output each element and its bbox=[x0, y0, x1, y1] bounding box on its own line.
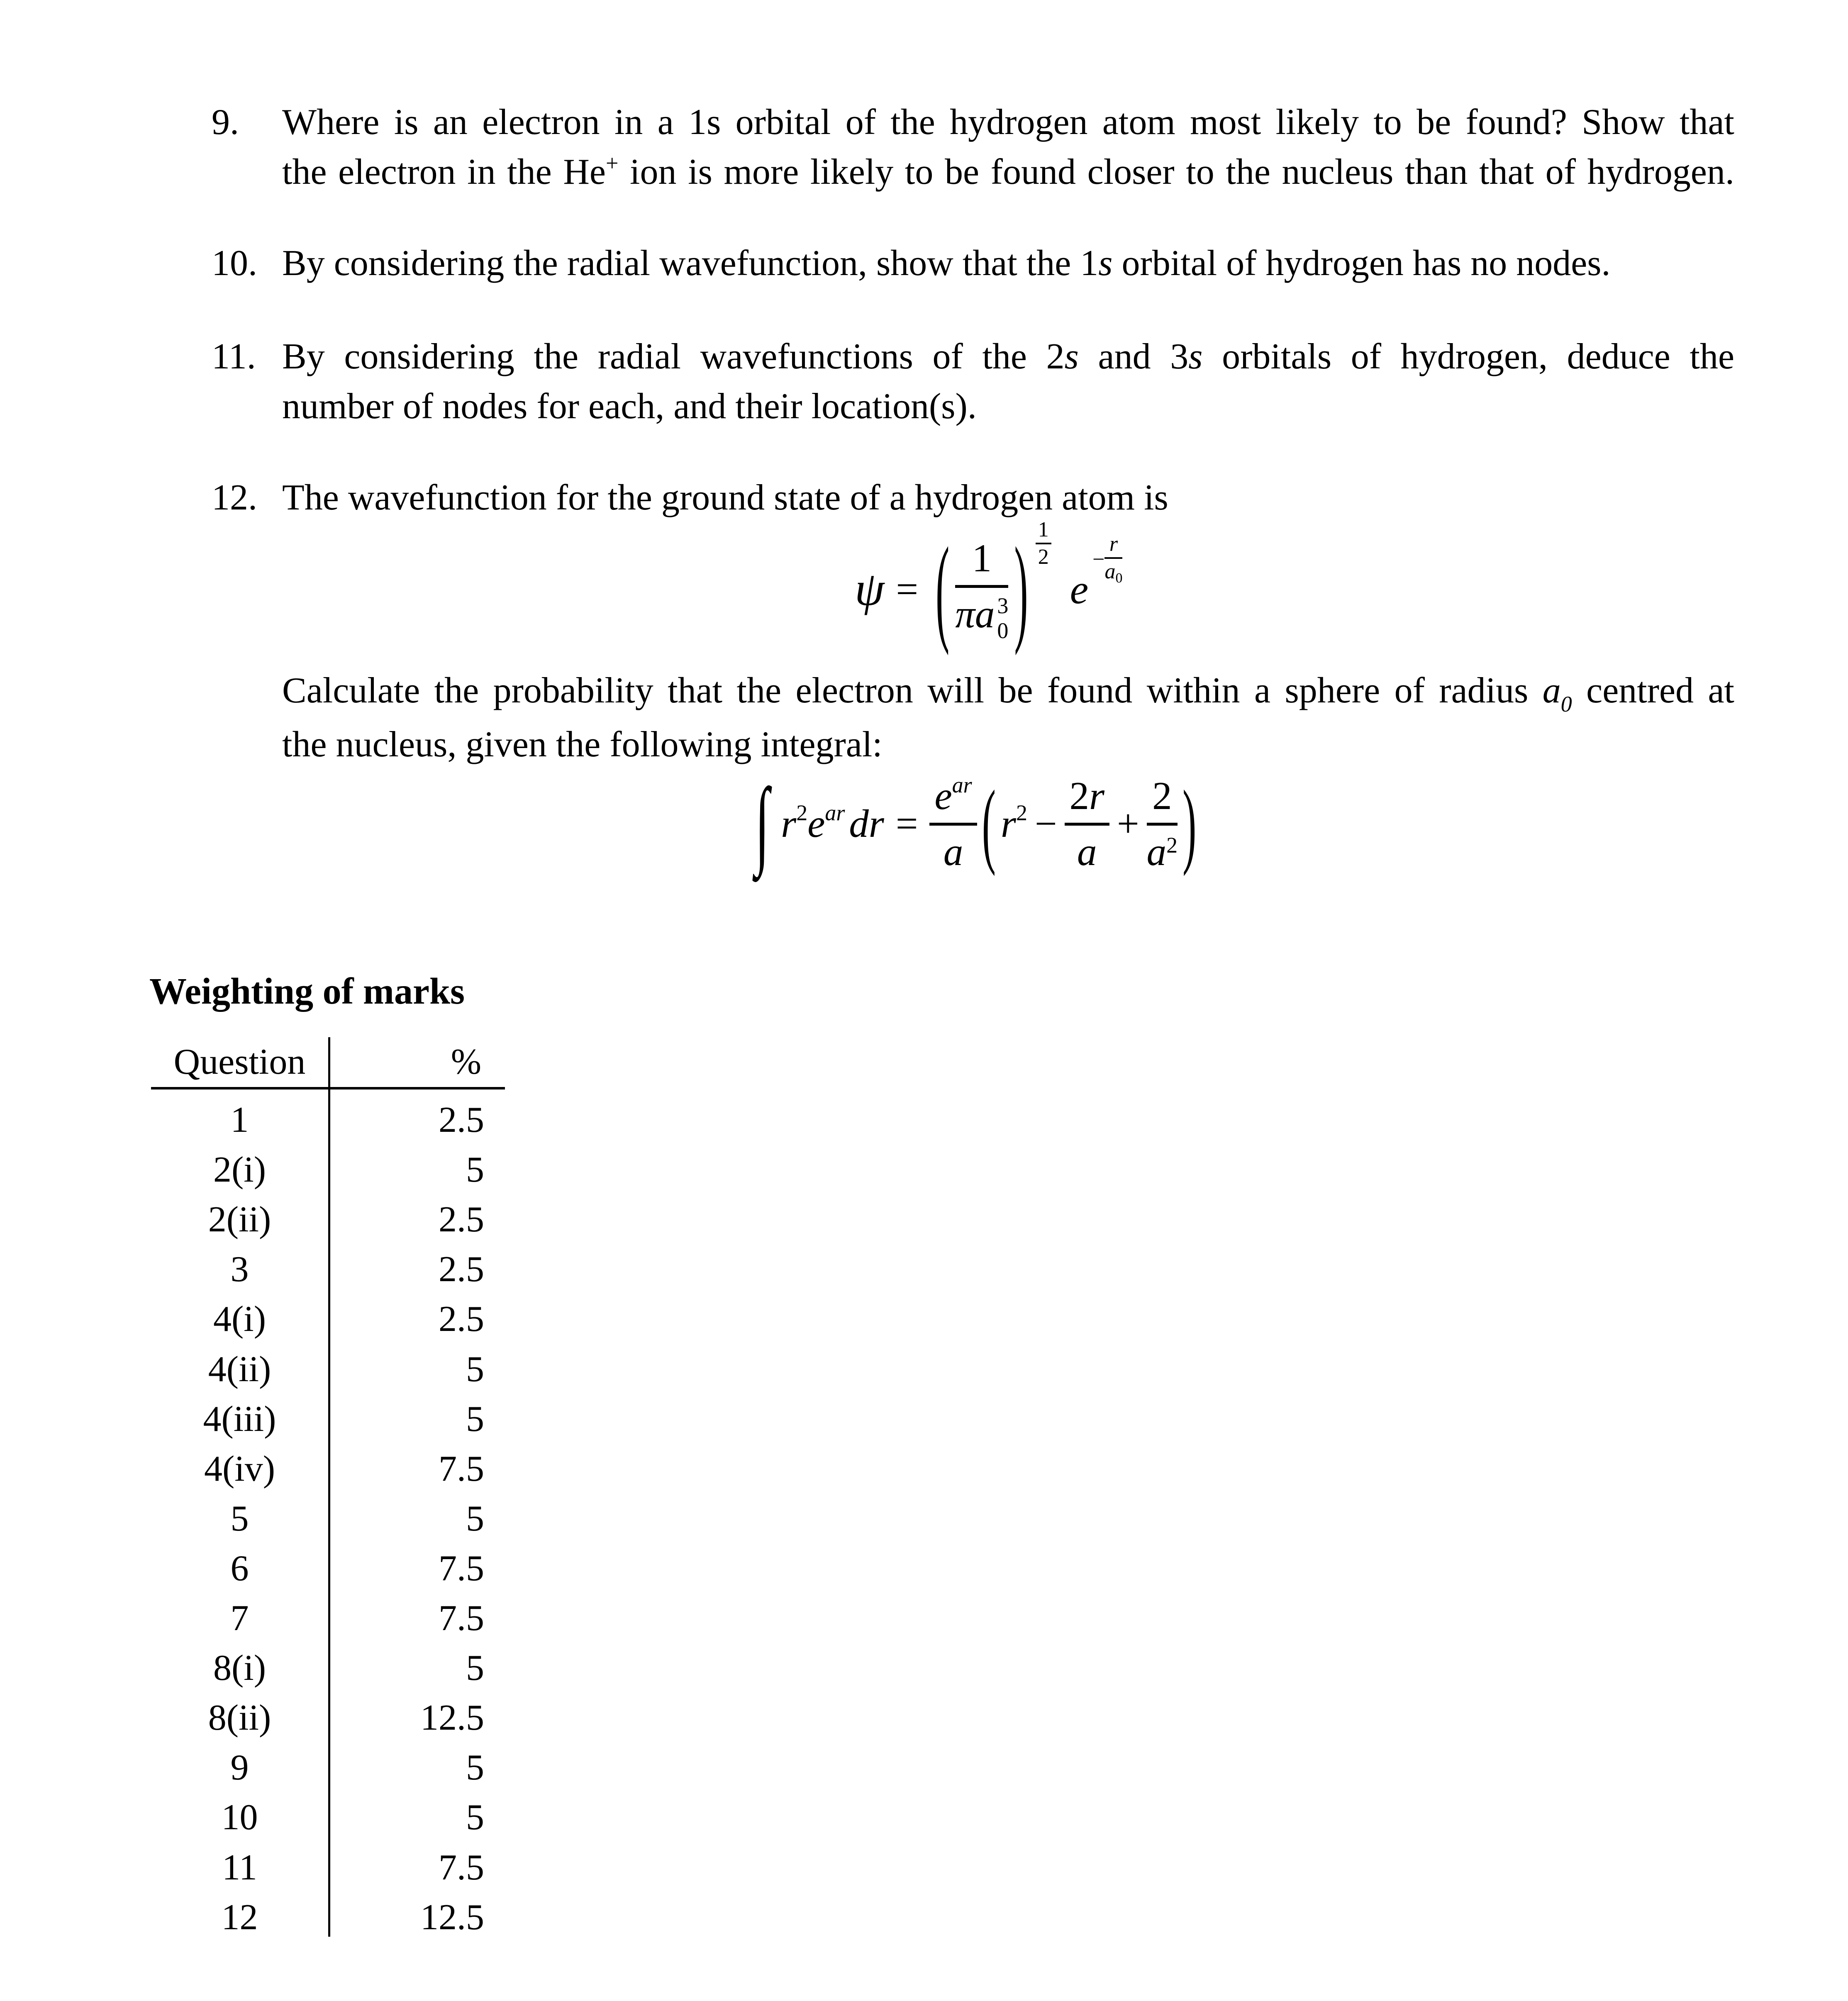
question-10-text: By considering the radial wavefunction, show that the 1s orbital of hydrogen has no nodes. bbox=[282, 243, 1611, 283]
term-r-squared: $r^2$ bbox=[1000, 800, 1027, 846]
table-row bbox=[151, 1544, 505, 1594]
table-row bbox=[151, 1095, 505, 1145]
table-row bbox=[151, 1594, 505, 1643]
question-10-number: 10. bbox=[212, 243, 257, 283]
table-row bbox=[151, 1494, 505, 1544]
table-cell-question: 8(ii) bbox=[208, 1698, 271, 1738]
equals-sign: = bbox=[895, 802, 918, 846]
wavefunction-equation bbox=[855, 518, 1123, 658]
table-cell-percent: 7.5 bbox=[439, 1548, 484, 1589]
table-cell-percent: 5 bbox=[466, 1797, 484, 1838]
table-cell-question: 4(iii) bbox=[203, 1399, 276, 1439]
exponent-minus-r-over-a0: − $\frac{r}{a0}$ bbox=[1092, 532, 1123, 586]
table-row bbox=[151, 1394, 505, 1444]
a0-cubed-scripts: 3 0 bbox=[997, 593, 1009, 643]
table-cell-question: 7 bbox=[230, 1598, 249, 1638]
calc-line-2: the nucleus, given the following integral: bbox=[282, 724, 883, 765]
table-row bbox=[151, 1444, 505, 1494]
table-cell-question: 4(ii) bbox=[208, 1349, 271, 1389]
question-11-line-1: By considering the radial wavefunctions of the 2s and 3s orbitals of hydrogen, deduce the bbox=[282, 336, 1735, 377]
table-cell-percent: 7.5 bbox=[439, 1598, 484, 1638]
bohr-radius-a: a bbox=[975, 592, 995, 636]
question-11-text bbox=[282, 332, 1734, 431]
one-over-pi-a0-cubed-fraction: 1 πa 3 0 bbox=[955, 536, 1009, 643]
exponent-one-half: $\frac{1}{2}$ bbox=[1036, 518, 1051, 569]
psi-symbol: ψ bbox=[855, 563, 885, 615]
table-cell-question: 9 bbox=[230, 1748, 249, 1788]
table-row bbox=[151, 1893, 505, 1943]
table-cell-question: 2(ii) bbox=[208, 1199, 271, 1240]
table-cell-percent: 2.5 bbox=[439, 1199, 484, 1240]
e-ar-over-a-fraction: $\frac{e^{ar}}{a}$ bbox=[929, 773, 977, 875]
table-row bbox=[151, 1643, 505, 1693]
table-row bbox=[151, 1195, 505, 1245]
table-cell-percent: 2.5 bbox=[439, 1249, 484, 1290]
calc-line-1: Calculate the probability that the electron will be found within a sphere of radius $a_0$ centred at bbox=[282, 670, 1735, 717]
table-cell-question: 5 bbox=[230, 1498, 249, 1539]
question-11-number: 11. bbox=[212, 336, 256, 377]
table-row bbox=[151, 1345, 505, 1394]
table-row bbox=[151, 1145, 505, 1195]
question-12-number: 12. bbox=[212, 478, 257, 518]
plus-sign: + bbox=[1117, 802, 1139, 846]
question-9-number: 9. bbox=[212, 102, 239, 142]
euler-e: e bbox=[1070, 566, 1089, 612]
question-11-line-2: number of nodes for each, and their location(s). bbox=[282, 386, 977, 427]
table-row bbox=[151, 1693, 505, 1743]
weighting-heading: Weighting of marks bbox=[149, 971, 465, 1012]
table-cell-percent: 12.5 bbox=[420, 1698, 484, 1738]
table-header-percent: % bbox=[451, 1042, 481, 1082]
calc-paragraph bbox=[282, 666, 1734, 770]
two-over-a-squared-fraction: $\frac{2}{a^2}$ bbox=[1146, 773, 1178, 874]
table-cell-percent: 2.5 bbox=[439, 1299, 484, 1340]
question-11 bbox=[212, 332, 1734, 431]
table-cell-question: 4(i) bbox=[213, 1299, 266, 1340]
table-cell-question: 1 bbox=[230, 1100, 249, 1140]
table-cell-percent: 2.5 bbox=[439, 1100, 484, 1140]
radius-a0: a bbox=[1542, 670, 1561, 711]
table-cell-question: 2(i) bbox=[213, 1150, 266, 1190]
helium-ion-superscript: + bbox=[605, 151, 619, 175]
table-cell-question: 6 bbox=[230, 1548, 249, 1589]
table-cell-percent: 5 bbox=[466, 1498, 484, 1539]
table-row bbox=[151, 1245, 505, 1294]
question-9-line-2: the electron in the He+ ion is more likely to be found closer to the nucleus than that of hydrogen. bbox=[282, 151, 1734, 192]
table-cell-percent: 7.5 bbox=[439, 1847, 484, 1888]
open-paren: ( bbox=[982, 770, 996, 877]
table-cell-question: 4(iv) bbox=[204, 1448, 275, 1489]
table-cell-percent: 7.5 bbox=[439, 1448, 484, 1489]
table-cell-question: 12 bbox=[221, 1897, 258, 1938]
table-row bbox=[151, 1793, 505, 1843]
integral-sign: ∫ bbox=[755, 768, 770, 878]
table-cell-question: 8(i) bbox=[213, 1648, 266, 1689]
marks-table bbox=[151, 1037, 505, 1987]
table-cell-percent: 5 bbox=[466, 1399, 484, 1439]
close-paren: ) bbox=[1182, 770, 1197, 877]
table-header-question: Question bbox=[173, 1042, 306, 1082]
question-9-text bbox=[282, 97, 1734, 201]
table-cell-question: 3 bbox=[230, 1249, 249, 1290]
question-9 bbox=[212, 97, 1734, 201]
question-10 bbox=[212, 239, 1734, 288]
table-cell-percent: 5 bbox=[466, 1150, 484, 1190]
integrand: $r^2e^{ar}$ dr bbox=[781, 800, 884, 846]
table-cell-percent: 5 bbox=[466, 1748, 484, 1788]
close-paren: ) bbox=[1014, 522, 1028, 656]
table-row bbox=[151, 1743, 505, 1793]
table-cell-percent: 12.5 bbox=[420, 1897, 484, 1938]
table-divider-horizontal bbox=[151, 1087, 505, 1089]
two-r-over-a-fraction: $\frac{2r}{a}$ bbox=[1065, 773, 1109, 875]
integral-equation bbox=[755, 768, 1201, 878]
minus-sign: − bbox=[1034, 802, 1057, 846]
equals-sign: = bbox=[896, 567, 919, 611]
table-cell-percent: 5 bbox=[466, 1349, 484, 1389]
question-12 bbox=[212, 473, 1734, 523]
question-9-line-1: Where is an electron in a 1s orbital of the hydrogen atom most likely to be found? Show that bbox=[282, 102, 1734, 142]
question-12-text: The wavefunction for the ground state of a hydrogen atom is bbox=[282, 478, 1168, 518]
pi-symbol: π bbox=[955, 592, 975, 636]
table-cell-question: 11 bbox=[222, 1847, 257, 1888]
table-cell-question: 10 bbox=[221, 1797, 258, 1838]
table-row bbox=[151, 1294, 505, 1344]
table-cell-percent: 5 bbox=[466, 1648, 484, 1689]
open-paren: ( bbox=[936, 522, 950, 656]
table-row bbox=[151, 1843, 505, 1893]
